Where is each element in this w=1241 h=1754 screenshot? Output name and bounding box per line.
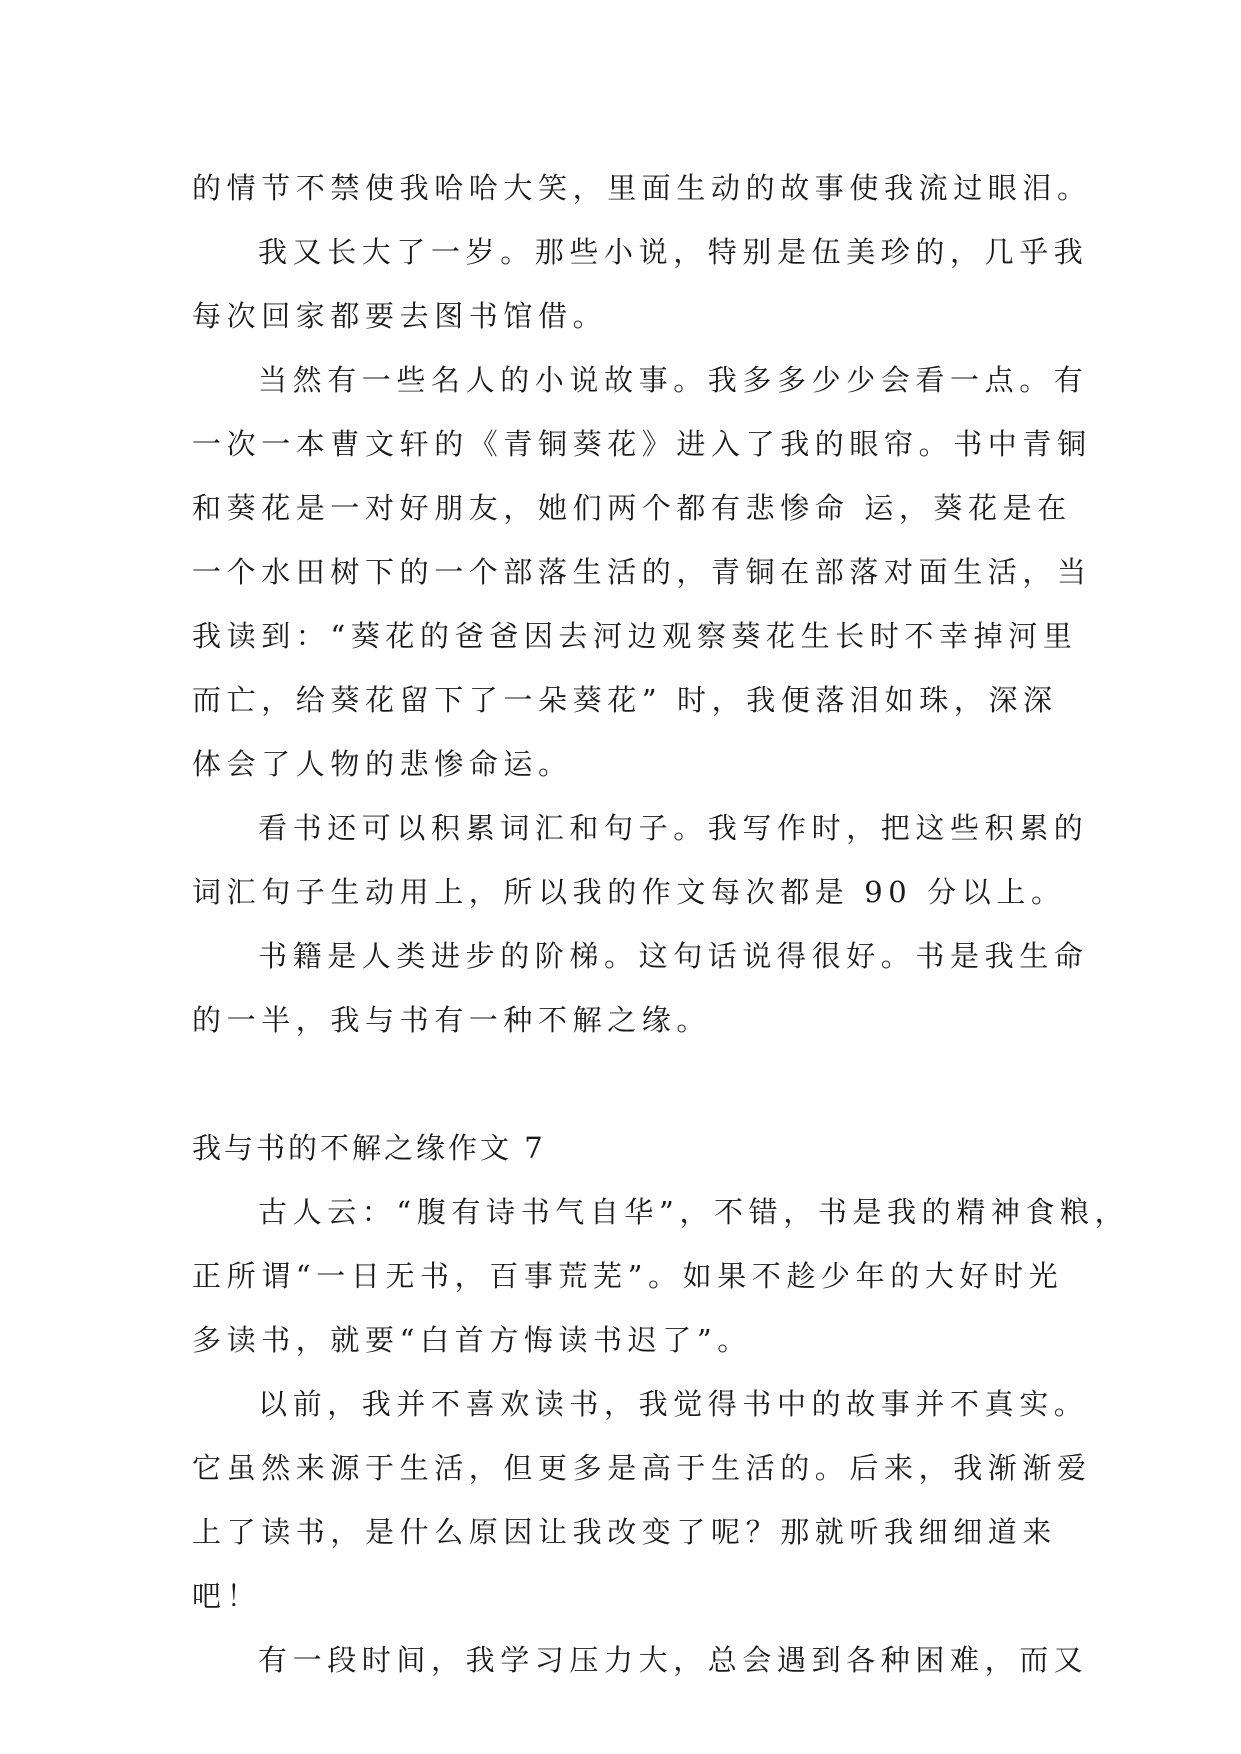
paragraph-line: 看书还可以积累词汇和句子。我写作时，把这些积累的 xyxy=(258,811,1089,845)
paragraph-line: 它虽然来源于生活，但更多是高于生活的。后来，我渐渐爱 xyxy=(192,1451,1092,1485)
paragraph-line: 一次一本曹文轩的《青铜葵花》进入了我的眼帘。书中青铜 xyxy=(192,427,1092,461)
blank-line xyxy=(192,1052,1062,1116)
paragraph-line: 书籍是人类进步的阶梯。这句话说得很好。书是我生命 xyxy=(258,939,1089,973)
paragraph-line: 有一段时间，我学习压力大，总会遇到各种困难，而又 xyxy=(258,1643,1089,1677)
paragraph xyxy=(192,220,1089,348)
paragraph xyxy=(192,796,1089,924)
paragraph-line: 和葵花是一对好朋友，她们两个都有悲惨命 运，葵花是在 xyxy=(192,491,1072,525)
paragraph-line: 吧！ xyxy=(192,1579,262,1613)
paragraph-line: 正所谓“一日无书，百事荒芜”。如果不趁少年的大好时光 xyxy=(192,1259,1064,1293)
paragraph-line: 而亡，给葵花留下了一朵葵花” 时，我便落泪如珠，深深 xyxy=(192,683,1058,717)
paragraph-line: 的情节不禁使我哈哈大笑，里面生动的故事使我流过眼泪。 xyxy=(192,171,1092,205)
section-title-text: 我与书的不解之缘作文 7 xyxy=(192,1131,546,1165)
paragraph-line: 的一半，我与书有一种不解之缘。 xyxy=(192,1003,712,1037)
paragraph-line: 上了读书，是什么原因让我改变了呢？那就听我细细道来 xyxy=(192,1515,1058,1549)
paragraph xyxy=(192,1372,1092,1628)
paragraph-line: 以前，我并不喜欢读书，我觉得书中的故事并不真实。 xyxy=(258,1387,1089,1421)
paragraph-line: 当然有一些名人的小说故事。我多多少少会看一点。有 xyxy=(258,363,1089,397)
document-body xyxy=(192,156,1130,1692)
paragraph-line: 古人云：“腹有诗书气自华”，不错，书是我的精神食粮， xyxy=(258,1195,1130,1229)
paragraph-line: 多读书，就要“白首方悔读书迟了”。 xyxy=(192,1323,752,1357)
paragraph-line: 每次回家都要去图书馆借。 xyxy=(192,299,608,333)
paragraph xyxy=(192,1180,1130,1372)
paragraph-line: 体会了人物的悲惨命运。 xyxy=(192,747,573,781)
paragraph-line: 我读到：“葵花的爸爸因去河边观察葵花生长时不幸掉河里 xyxy=(192,619,1078,653)
paragraph-line: 词汇句子生动用上，所以我的作文每次都是 90 分以上。 xyxy=(192,875,1066,909)
section-title xyxy=(192,1116,1062,1180)
paragraph xyxy=(192,924,1089,1052)
paragraph xyxy=(192,1628,1089,1692)
paragraph-line: 我又长大了一岁。那些小说，特别是伍美珍的，几乎我 xyxy=(258,235,1089,269)
paragraph-line: 一个水田树下的一个部落生活的，青铜在部落对面生活，当 xyxy=(192,555,1092,589)
paragraph xyxy=(192,348,1092,796)
paragraph xyxy=(192,156,1092,220)
